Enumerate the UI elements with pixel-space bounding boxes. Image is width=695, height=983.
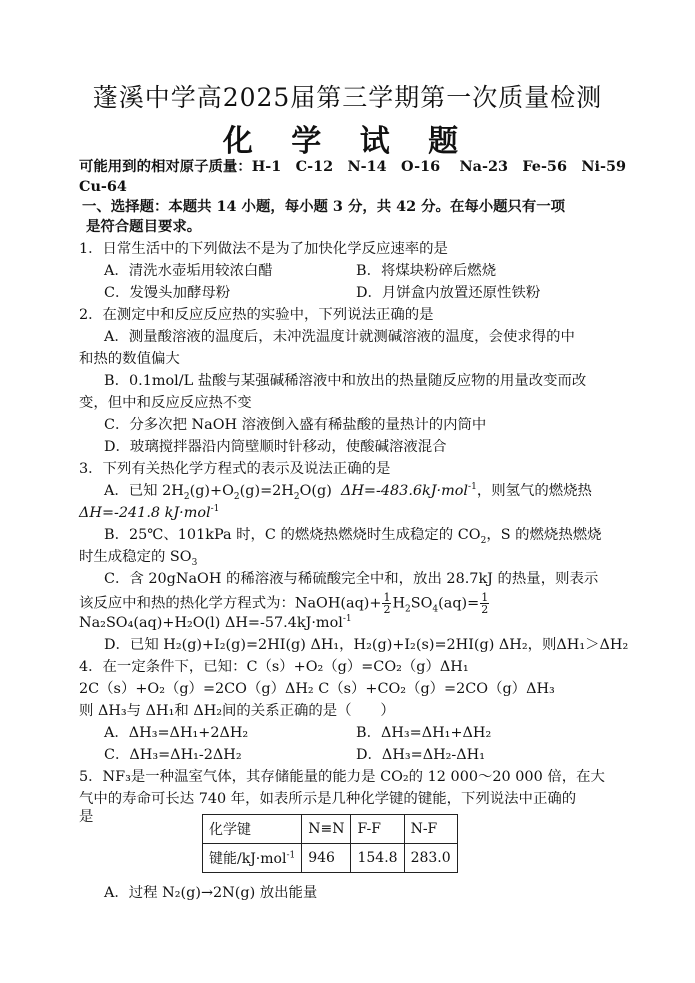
q1-stem: 1．日常生活中的下列做法不是为了加快化学反应速率的是 <box>79 241 448 257</box>
q2-option-d: D．玻璃搅拌器沿内筒壁顺时针移动，使酸碱溶液混合 <box>104 439 447 455</box>
q4-stem: 4．在一定条件下，已知：C（s）+O₂（g）=CO₂（g）ΔH₁ <box>79 659 469 675</box>
q4-option-b: B．ΔH₃=ΔH₁+ΔH₂ <box>356 725 492 741</box>
q2-option-c: C．分多次把 NaOH 溶液倒入盛有稀盐酸的量热计的内筒中 <box>104 417 487 433</box>
table-cell: 283.0 <box>404 844 457 873</box>
q1-option-d: D．月饼盒内放置还原性铁粉 <box>356 285 541 301</box>
table-row <box>203 844 458 873</box>
q3-option-c-line1: C．含 20gNaOH 的稀溶液与稀硫酸完全中和，放出 28.7kJ 的热量，则表示 <box>104 571 599 587</box>
table-row <box>203 815 458 844</box>
q3-option-c-line2: 该反应中和热的热化学方程式为：NaOH(aq)+ $\frac{1}{2}$ $H_2SO_4(aq)=$ $\frac{1}{2}$ <box>79 591 489 616</box>
table-row-label: 键能/kJ·mol$^{-1}$ <box>203 844 302 873</box>
table-header-cell: 化学键 <box>203 815 302 844</box>
q2-stem: 2．在测定中和反应反应热的实验中，下列说法正确的是 <box>79 307 434 323</box>
bond-energy-table <box>202 814 458 873</box>
q3-option-d: D．已知 H₂(g)+I₂(g)=2HI(g) ΔH₁，H₂(g)+I₂(s)=2HI(g) ΔH₂，则ΔH₁＞ΔH₂ <box>104 637 629 653</box>
q4-option-c: C．ΔH₃=ΔH₁-2ΔH₂ <box>104 747 242 763</box>
fraction-half-2: $\frac{1}{2}$ <box>481 591 489 616</box>
atomic-mass-line-2: Cu-64 <box>79 178 127 195</box>
q3-option-b-line2: 时生成稳定的 $SO_3$ <box>79 549 198 568</box>
q4-line2: 2C（s）+O₂（g）=2CO（g）ΔH₂ C（s）+CO₂（g）=2CO（g）ΔH₃ <box>79 681 555 697</box>
q4-line3: 则 ΔH₃与 ΔH₁和 ΔH₂间的关系正确的是（ ） <box>79 703 395 719</box>
q3-option-b-line1: B．25℃、101kPa 时，C 的燃烧热燃烧时生成稳定的 $CO_2$，S 的燃烧热燃烧 <box>104 527 602 546</box>
atomic-mass-line-1: 可能用到的相对原子质量：H-1 C-12 N-14 O-16 Na-23 Fe-56 Ni-59 <box>79 158 626 175</box>
q3-option-a-line1: A．已知 $2H_2(g)+O_2(g)=2H_2O(g)$ ΔH=-483.6kJ·mol$^{-1}$，则氢气的燃烧热 <box>104 482 592 502</box>
q4-option-a: A．ΔH₃=ΔH₁+2ΔH₂ <box>104 725 249 741</box>
q5-option-a: A．过程 N₂(g)→2N(g) 放出能量 <box>104 885 318 901</box>
q2-option-b-line1: B．0.1mol/L 盐酸与某强碱稀溶液中和放出的热量随反应物的用量改变而改 <box>104 373 587 389</box>
q2-option-b-line2: 变，但中和反应反应热不变 <box>79 395 252 411</box>
q1-option-b: B．将煤块粉碎后燃烧 <box>356 263 497 279</box>
subject-title: 化 学 试 题 <box>222 124 473 159</box>
exam-title: 蓬溪中学高2025届第三学期第一次质量检测 <box>92 83 603 112</box>
q1-option-a: A．清洗水壶垢用较浓白醋 <box>104 263 273 279</box>
table-cell: 946 <box>302 844 351 873</box>
fraction-half: $\frac{1}{2}$ <box>383 591 391 616</box>
table-header-cell: F-F <box>351 815 404 844</box>
section-heading-2: 是符合题目要求。 <box>86 218 202 235</box>
q3-stem: 3．下列有关热化学方程式的表示及说法正确的是 <box>79 461 391 477</box>
q3-option-c-line3: Na₂SO₄(aq)+H₂O(l) ΔH=-57.4kJ·mol$^{-1}$ <box>79 614 352 631</box>
table-header-cell: N≡N <box>302 815 351 844</box>
q2-option-a-line1: A．测量酸溶液的温度后，未冲洗温度计就测碱溶液的温度，会使求得的中 <box>104 329 575 345</box>
q4-option-d: D．ΔH₃=ΔH₂-ΔH₁ <box>356 747 485 763</box>
q5-line2: 气中的寿命可长达 740 年，如表所示是几种化学键的键能，下列说法中正确的 <box>79 791 577 807</box>
table-header-cell: N-F <box>404 815 457 844</box>
q3-option-a-line2: ΔH=-241.8 kJ·mol$^{-1}$ <box>79 504 220 521</box>
q5-line1: 5．NF₃是一种温室气体，其存储能量的能力是 CO₂的 12 000～20 000 倍，在大 <box>79 769 605 785</box>
q1-option-c: C．发馒头加酵母粉 <box>104 285 231 301</box>
section-heading-1: 一、选择题：本题共 14 小题，每小题 3 分，共 42 分。在每小题只有一项 <box>82 198 566 215</box>
q2-option-a-line2: 和热的数值偏大 <box>79 351 180 367</box>
q5-line3: 是 <box>79 809 94 825</box>
table-cell: 154.8 <box>351 844 404 873</box>
